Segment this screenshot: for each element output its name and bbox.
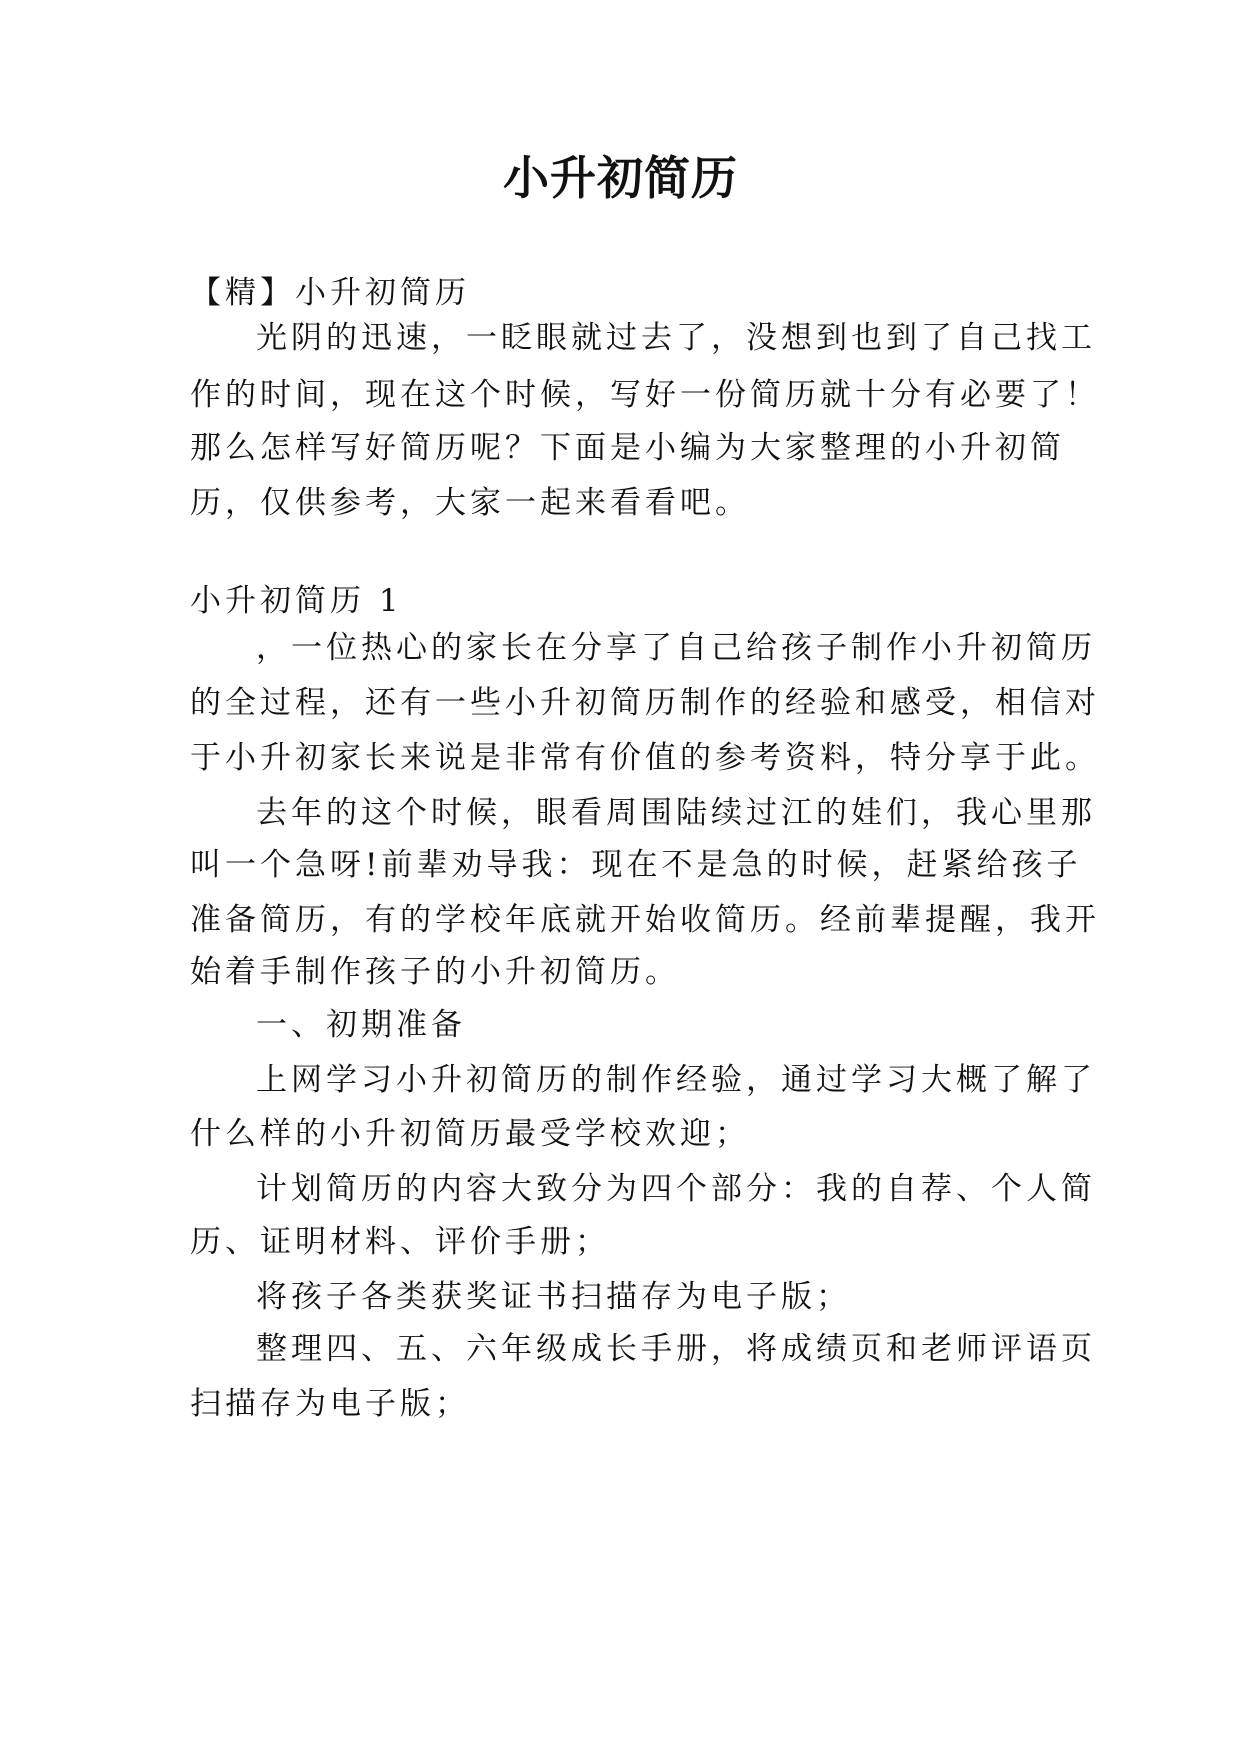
intro-line: 那么怎样写好简历呢？下面是小编为大家整理的小升初简: [190, 430, 1065, 466]
body-line: 一、初期准备: [256, 1007, 466, 1043]
body-line: 将孩子各类获奖证书扫描存为电子版；: [256, 1279, 851, 1315]
body-line: 上网学习小升初简历的制作经验，通过学习大概了解了: [256, 1062, 1096, 1098]
section-heading: 小升初简历 1: [190, 583, 403, 619]
intro-line: 光阴的迅速，一眨眼就过去了，没想到也到了自己找工: [256, 320, 1096, 356]
body-line: 于小升初家长来说是非常有价值的参考资料，特分享于此。: [190, 740, 1100, 776]
body-line: 准备简历，有的学校年底就开始收简历。经前辈提醒，我开: [190, 902, 1100, 938]
body-line: 始着手制作孩子的小升初简历。: [190, 954, 680, 990]
body-line: 叫一个急呀!前辈劝导我：现在不是急的时候，赶紧给孩子: [190, 847, 1082, 883]
body-line: 的全过程，还有一些小升初简历制作的经验和感受，相信对: [190, 685, 1100, 721]
body-line: 历、证明材料、评价手册；: [190, 1224, 610, 1260]
document-subtitle: 【精】小升初简历: [190, 275, 470, 311]
body-line: ，一位热心的家长在分享了自己给孩子制作小升初简历: [256, 630, 1096, 666]
document-title: 小升初简历: [503, 151, 738, 205]
body-line: 去年的这个时候，眼看周围陆续过江的娃们，我心里那: [256, 795, 1096, 831]
intro-line: 历，仅供参考，大家一起来看看吧。: [190, 485, 750, 521]
body-line: 什么样的小升初简历最受学校欢迎；: [190, 1116, 750, 1152]
body-line: 整理四、五、六年级成长手册，将成绩页和老师评语页: [256, 1331, 1096, 1367]
body-line: 计划简历的内容大致分为四个部分：我的自荐、个人简: [256, 1171, 1096, 1207]
body-line: 扫描存为电子版；: [190, 1386, 470, 1422]
intro-line: 作的时间，现在这个时候，写好一份简历就十分有必要了！: [190, 377, 1100, 413]
